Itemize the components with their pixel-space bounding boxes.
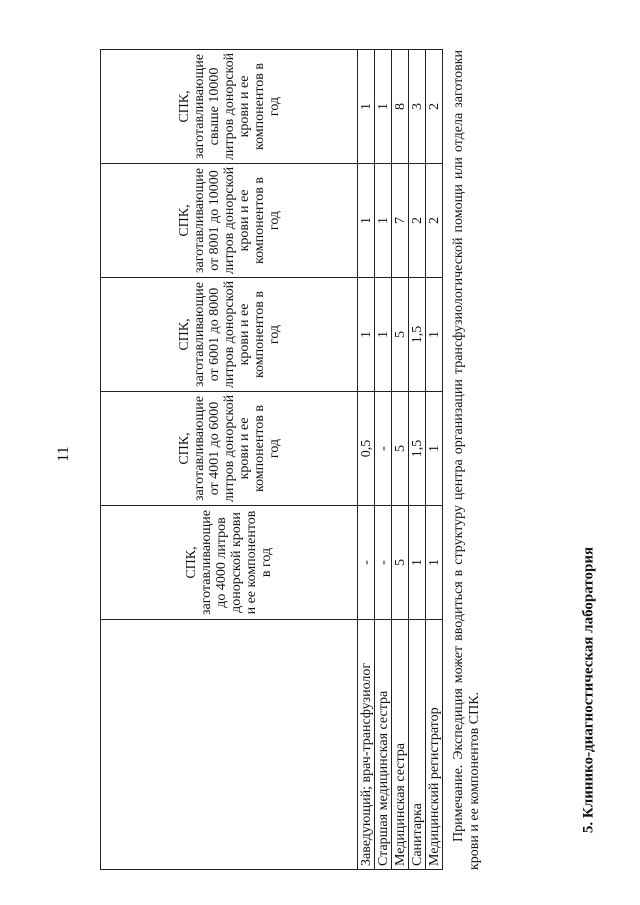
staff-count: - [358,506,375,620]
staff-count: 1 [375,50,392,164]
staff-count: 5 [392,392,409,506]
section-heading-text: 5. Клинико-диагностическая лаборатория [580,546,597,834]
table-row [426,50,443,870]
staff-count: 2 [426,164,443,278]
table-header-cell: СПК, заготавливающие от 6001 до 8000 литров донорской крови и ее компонентов в год [101,278,358,392]
rotated-content [100,50,482,870]
table-note [451,50,483,870]
position-name: Медицинская сестра [392,620,409,870]
table-header-cell: СПК, заготавливающие от 8001 до 10000 литров донорской крови и ее компонентов в год [101,164,358,278]
staff-count: - [375,506,392,620]
position-name: Медицинский регистратор [426,620,443,870]
staff-count: 1 [358,278,375,392]
staff-count: 5 [392,278,409,392]
table-header-blank [101,620,358,870]
table-row [392,50,409,870]
staff-count: 1 [375,278,392,392]
staff-count: - [375,392,392,506]
staff-count: 1 [426,278,443,392]
staff-count: 5 [392,506,409,620]
section-heading [574,520,604,860]
staff-count: 8 [392,50,409,164]
staff-count: 3 [409,50,426,164]
staff-count: 1,5 [409,278,426,392]
staff-count: 0,5 [358,392,375,506]
staff-count: 1 [409,506,426,620]
table-header-row [101,50,358,870]
page-number: 11 [55,446,72,462]
staff-count: 7 [392,164,409,278]
staff-count: 1 [426,392,443,506]
position-name: Санитарка [409,620,426,870]
table-header-cell: СПК, заготавливающие до 4000 литров донорской крови и ее компонентов в год [101,506,358,620]
staff-count: 1 [426,506,443,620]
staffing-table [100,49,443,870]
table-header-cell: СПК, заготавливающие свыше 10000 литров донорской крови и ее компонентов в год [101,50,358,164]
table-row [358,50,375,870]
table-header-cell: СПК, заготавливающие от 4001 до 6000 литров донорской крови и ее компонентов в год [101,392,358,506]
table-row [409,50,426,870]
staff-count: 2 [426,50,443,164]
position-name: Заведующий; врач-трансфузиолог [358,620,375,870]
staff-count: 1 [375,164,392,278]
table-note-text: Примечание. Экспедиция может вводиться в структуру центра организации трансфузиологической помощи или отдела заготовки крови и ее компонентов СПК. [451,50,482,870]
table-row [375,50,392,870]
staff-count: 1 [358,164,375,278]
staff-count: 1,5 [409,392,426,506]
staff-count: 2 [409,164,426,278]
staff-count: 1 [358,50,375,164]
position-name: Старшая медицинская сестра [375,620,392,870]
